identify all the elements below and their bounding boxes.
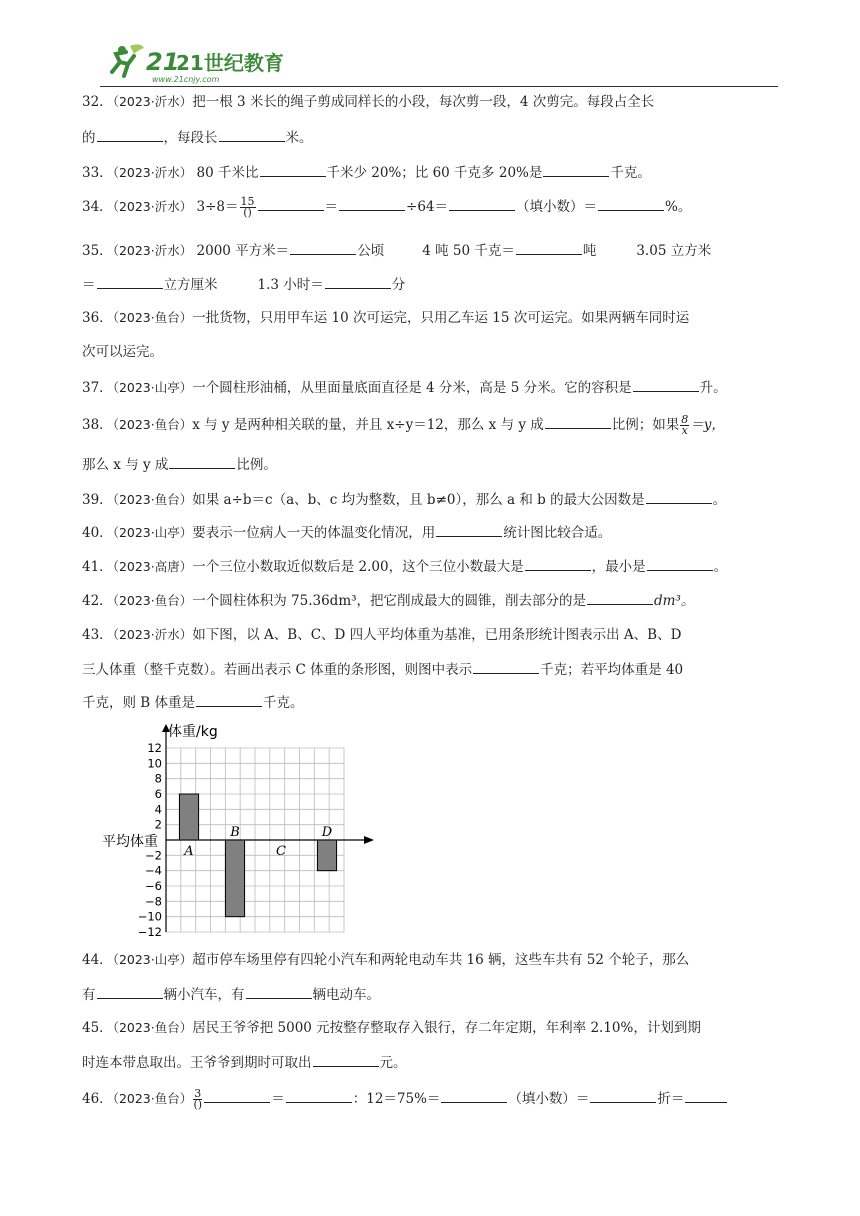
svg-text:21世纪教育: 21世纪教育 xyxy=(176,51,284,75)
fraction: $\frac{3}{()}$ xyxy=(193,1087,203,1111)
question-41: 41．（2023·高唐）一个三位小数取近似数后是 2.00，这个三位小数最大是 ，最小是 。 xyxy=(82,556,727,577)
fraction: $\frac{8}{x}$ xyxy=(681,413,689,437)
question-35: 35．（2023·沂水） 2000 平方米＝ 公顷 4 吨 50 千克＝ 吨 3.05 立方米 xyxy=(82,240,711,261)
page-header xyxy=(100,40,780,88)
question-38-line2: 那么 x 与 y 成 比例。 xyxy=(82,454,277,475)
y-tick-label: −10 xyxy=(137,909,162,924)
bar-a xyxy=(179,794,198,840)
answer-blank[interactable] xyxy=(260,162,326,177)
question-43-line2: 三人体重（整千克数）。若画出表示 C 体重的条形图，则图中表示 千克；若平均体重是 40 xyxy=(82,659,683,680)
answer-blank[interactable] xyxy=(339,196,405,211)
question-45-line2: 时连本带息取出。王爷爷到期时可取出 元。 xyxy=(82,1052,407,1073)
y-tick-label: −6 xyxy=(145,879,162,893)
question-40: 40．（2023·山亭）要表示一位病人一天的体温变化情况，用 统计图比较合适。 xyxy=(82,522,611,543)
bar-label-d: D xyxy=(321,825,333,840)
answer-blank[interactable] xyxy=(685,1088,727,1103)
question-45: 45．（2023·鱼台）居民王爷爷把 5000 元按整存整取存入银行，存二年定期，年利率 2.10%，计划到期 xyxy=(82,1020,701,1036)
answer-blank[interactable] xyxy=(545,414,611,429)
answer-blank[interactable] xyxy=(441,1088,507,1103)
question-46: 46．（2023·鱼台） $\frac{3}{()}$ ＝ ：12＝75%＝ （填小数）＝ 折＝ xyxy=(82,1088,728,1110)
question-44: 44．（2023·山亭）超市停车场里停有四轮小汽车和两轮电动车共 16 辆，这些车共有 52 个轮子，那么 xyxy=(82,952,690,968)
answer-blank[interactable] xyxy=(436,522,502,537)
y-tick-label: −8 xyxy=(145,894,162,909)
bar-b xyxy=(225,840,244,917)
y-tick-label: −4 xyxy=(145,863,162,878)
answer-blank[interactable] xyxy=(646,489,712,504)
answer-blank[interactable] xyxy=(516,240,582,255)
fraction: $\frac{15}{()}$ xyxy=(240,195,255,219)
svg-text:21: 21 xyxy=(146,48,180,76)
answer-blank[interactable] xyxy=(633,377,699,392)
answer-blank[interactable] xyxy=(290,240,356,255)
answer-blank[interactable] xyxy=(196,692,262,707)
baseline-label: 平均体重 xyxy=(102,834,158,850)
answer-blank[interactable] xyxy=(286,1088,352,1103)
bar-label-b: B xyxy=(230,825,240,840)
y-tick-label: −12 xyxy=(137,925,162,939)
y-axis-label: 体重/kg xyxy=(168,724,218,740)
question-35-line2: ＝ 立方厘米 1.3 小时＝ 分 xyxy=(82,274,405,295)
answer-blank[interactable] xyxy=(97,127,163,142)
header-divider xyxy=(100,86,778,87)
answer-blank[interactable] xyxy=(258,196,324,211)
y-tick-label: 8 xyxy=(154,771,162,786)
x-axis-arrow xyxy=(364,836,374,844)
y-tick-label: −2 xyxy=(145,848,162,863)
question-36-line2: 次可以运完。 xyxy=(82,344,163,360)
answer-blank[interactable] xyxy=(543,162,609,177)
answer-blank[interactable] xyxy=(598,196,664,211)
answer-blank[interactable] xyxy=(449,196,515,211)
logo-21cnjy xyxy=(100,40,300,84)
question-39: 39．（2023·鱼台）如果 a÷b＝c（a、b、c 均为整数，且 b≠0），那么 a 和 b 的最大公因数是 。 xyxy=(82,489,726,510)
y-tick-label: 2 xyxy=(154,817,162,832)
answer-blank[interactable] xyxy=(590,1088,656,1103)
y-tick-label: 12 xyxy=(147,741,162,755)
answer-blank[interactable] xyxy=(246,984,312,999)
question-42: 42．（2023·鱼台）一个圆柱体积为 75.36dm³，把它削成最大的圆锥，削去部分的是 dm³。 xyxy=(82,590,694,611)
question-36: 36．（2023·鱼台）一批货物，只用甲车运 10 次可运完，只用乙车运 15 次可运完。如果两辆车同时运 xyxy=(82,310,690,326)
bar-label-a: A xyxy=(184,844,194,859)
answer-blank[interactable] xyxy=(587,590,653,605)
answer-blank[interactable] xyxy=(313,1052,379,1067)
question-44-line2: 有 辆小汽车，有 辆电动车。 xyxy=(82,984,380,1005)
answer-blank[interactable] xyxy=(473,659,539,674)
y-tick-label: 10 xyxy=(147,756,162,771)
answer-blank[interactable] xyxy=(219,127,285,142)
y-tick-label: 4 xyxy=(154,802,162,817)
answer-blank[interactable] xyxy=(647,556,713,571)
bar-d xyxy=(317,840,336,871)
svg-text:www.21cnjy.com: www.21cnjy.com xyxy=(152,75,220,84)
question-37: 37．（2023·山亭）一个圆柱形油桶，从里面量底面直径是 4 分米，高是 5 分米。它的容积是 升。 xyxy=(82,377,727,398)
question-33: 33．（2023·沂水） 80 千米比 千米少 20%；比 60 千克多 20%是 千克。 xyxy=(82,162,651,183)
question-38: 38．（2023·鱼台）x 与 y 是两种相关联的量，并且 x÷y＝12，那么 x 与 y 成 比例；如果 $\frac{8}{x}$ ＝y， xyxy=(82,413,725,437)
question-32: 32．（2023·沂水）把一根 3 米长的绳子剪成同样长的小段，每次剪一段，4 次剪完。每段占全长 xyxy=(82,94,655,110)
bar-label-c: C xyxy=(276,844,286,859)
answer-blank[interactable] xyxy=(169,454,235,469)
question-32-line2: 的 ，每段长 米。 xyxy=(82,127,313,148)
answer-blank[interactable] xyxy=(325,274,391,289)
answer-blank[interactable] xyxy=(204,1088,270,1103)
question-34: 34．（2023·沂水） 3÷8＝ $\frac{15}{()}$ ＝ ÷64＝ （填小数）＝ %。 xyxy=(82,195,692,219)
answer-blank[interactable] xyxy=(97,274,163,289)
y-tick-label: 6 xyxy=(154,787,162,801)
question-43-line3: 千克，则 B 体重是 千克。 xyxy=(82,692,304,713)
answer-blank[interactable] xyxy=(525,556,591,571)
answer-blank[interactable] xyxy=(97,984,163,999)
question-43: 43．（2023·沂水）如下图，以 A、B、C、D 四人平均体重为基准，已用条形统计图表示出 A、B、D xyxy=(82,627,682,643)
weight-bar-chart xyxy=(98,722,388,944)
